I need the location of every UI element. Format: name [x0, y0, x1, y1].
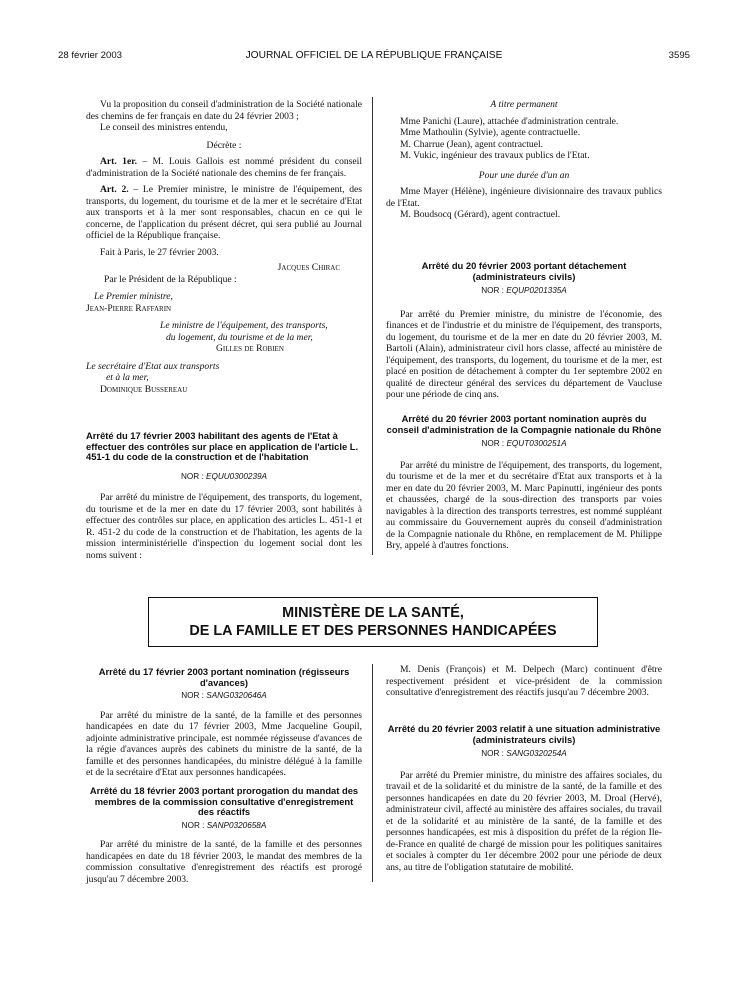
arrete-body: Par arrêté du Premier ministre, du ministre des affaires sociales, du travail et de la solidarité et du ministre de la santé, de la famille et des personnes handicapées en date du 20 février 2003, M. Droal (Hervé), administrateur civil, affecté au ministère des affaires sociales, du travail et de la solidarité et au ministère de la santé, de la famille et des personnes handicapées, est mis à disposition du préfet de la région Ile-de-France en qualité de chargé de mission pour les politiques sanitaires et sociales à compter du 1er décembre 2002 pour une période de deux ans, au titre de l'obligation statutaire de mobilité. [386, 769, 662, 873]
arrete-body: Par arrêté du Premier ministre, du ministre de l'économie, des finances et de l'industrie et du ministre de l'équipement, des transports, du logement, du tourisme et de la mer en date du 20 février 2003, M. Bartoli (Alain), administrateur civil hors classe, affecté au ministère de l'équipement, des transports, du logement, du tourisme et de la mer, est placé en position de détachement à compter du 1er septembre 2002 en qualité de directeur général des services du département de Vaucluse pour une période de cinq ans. [386, 308, 662, 401]
arrete-heading: Arrêté du 20 février 2003 portant nomination auprès du conseil d'administration de la Compagnie nationale du Rhône [386, 413, 662, 435]
decrete-label: Décrète : [206, 139, 242, 151]
arrete-body: Par arrêté du ministre de l'équipement, des transports, du logement, du tourisme et de la mer et du secrétaire d'Etat aux transports et à la mer en date du 20 février 2003, M. Marc Papinutti, ingénieur des ponts et chaussées, chargé de la sous-direction des transports par voies navigables à la direction des transports terrestres, est nommé suppléant au commissaire du Gouvernement auprès du conseil d'administration de la Compagnie nationale du Rhône, en remplacement de M. Philippe Bry, appelé à d'autres fonctions. [386, 459, 662, 552]
duree-un-an: Pour une durée d'un an [478, 169, 570, 181]
header-date: 28 février 2003 [58, 50, 122, 61]
continuation-paragraph [386, 664, 662, 699]
name-line: M. Vukic, ingénieur des travaux publics de l'Etat. [400, 150, 590, 161]
pm-name: Jean-Pierre Raffarin [86, 302, 172, 314]
arrete-prorogation [86, 786, 362, 885]
nor-reference [86, 820, 362, 832]
titre-permanent: A titre permanent [490, 99, 558, 110]
arrete-situation-administrative [386, 724, 662, 873]
paragraph-conseil: Le conseil des ministres entendu, [100, 122, 228, 133]
arrete-habilitation [86, 431, 362, 561]
secretary-title-2: et à la mer, [106, 372, 149, 383]
name-line: M. Boudsocq (Gérard), agent contractuel. [400, 209, 561, 220]
ministry-line-2: DE LA FAMILLE ET DES PERSONNES HANDICAPÉES [189, 623, 557, 639]
column-divider-bottom [372, 664, 373, 882]
nor-label: NOR : [481, 286, 507, 296]
nor-label: NOR : [481, 749, 507, 759]
arrete-regisseurs [86, 667, 362, 779]
name-line: M. Charrue (Jean), agent contractuel. [400, 138, 544, 150]
arrete-body: Par arrêté du ministre de la santé, de la famille et des personnes handicapées en date du 17 février 2003, Mme Jacqueline Goupil, adjointe administrative principale, est nommée régisseuse d'avances de la régie d'avances auprès des cabinets du ministre de la santé, de la famille et des personnes handicapées, du ministre délégué à la famille et de la secrétaire d'Etat aux personnes handicapées. [86, 709, 362, 779]
left-column-top [86, 99, 362, 395]
arrete-compagnie-rhone [386, 414, 662, 552]
paragraph-proposition: Vu la proposition du conseil d'administration de la Société nationale des chemins de fer français en date du 24 février 2003 ; [86, 99, 362, 122]
right-column-top [386, 99, 662, 221]
arrete-body: M. Denis (François) et M. Delpech (Marc) continuent d'être respectivement président et vice-président de la commission consultative d'enregistrement des réactifs jusqu'au 7 décembre 2003. [386, 664, 662, 698]
nor-reference [386, 438, 662, 450]
minister-title-1: Le ministre de l'équipement, des transports, [160, 320, 328, 331]
nor-label: NOR : [180, 471, 207, 481]
article-1-label: Art. 1er. [100, 156, 137, 167]
fait-a-paris: Fait à Paris, le 27 février 2003. [100, 246, 219, 258]
ministry-header-box [148, 597, 598, 647]
name-line: Mme Mayer (Hélène), ingénieure divisionnaire des travaux publics de l'Etat. [386, 186, 662, 209]
arrete-body: Par arrêté du ministre de la santé, de la famille et des personnes handicapées en date du 18 février 2003, le mandat des membres de la commission consultative d'enregistrement des réactifs est prorogé jusqu'au 7 décembre 2003. [86, 839, 362, 885]
arrete-heading: Arrêté du 17 février 2003 portant nomination (régisseurs d'avances) [98, 666, 350, 688]
article-1-text: – M. Louis Gallois est nommé président du conseil d'administration de la Société nationale des chemins de fer français. [86, 156, 362, 179]
name-line: Mme Panichi (Laure), attachée d'administration centrale. [400, 115, 619, 127]
arrete-heading: Arrêté du 18 février 2003 portant prorogation du mandat des membres de la commission consultative d'enregistrement des réactifs [89, 785, 359, 818]
nor-code: SANG0320646A [206, 691, 267, 701]
arrete-body: Par arrêté du ministre de l'équipement, des transports, du logement, du tourisme et de la mer en date du 17 février 2003, sont habilités à effectuer des contrôles sur place, en application des articles L. 451-1 et R. 451-2 du code de la construction et de l'habitation, les agents de la mission interministérielle d'inspection du logement social dont les noms suivent : [86, 492, 362, 561]
minister-name: Gilles de Robien [216, 343, 284, 354]
nor-reference [386, 748, 662, 760]
arrete-heading: Arrêté du 20 février 2003 relatif à une situation administrative (administrateurs civils) [387, 723, 661, 745]
signature-chirac: Jacques Chirac [277, 262, 340, 273]
arrete-detachement [386, 261, 662, 401]
nor-reference [86, 690, 362, 702]
nor-code: SANG0320254A [506, 749, 567, 759]
secretary-name: Dominique Bussereau [100, 383, 188, 395]
journal-title: JOURNAL OFFICIEL DE LA RÉPUBLIQUE FRANÇAISE [245, 50, 503, 61]
secretary-title-1: Le secrétaire d'Etat aux transports [86, 360, 220, 372]
nor-code: EQUT0300251A [506, 439, 567, 449]
nor-reference [386, 285, 662, 297]
nor-label: NOR : [181, 820, 207, 830]
name-line: Mme Mathoulin (Sylvie), agente contractuelle. [400, 127, 581, 138]
minister-title-2: du logement, du tourisme et de la mer, [166, 331, 313, 343]
nor-label: NOR : [481, 439, 507, 449]
page-number: 3595 [668, 50, 690, 61]
nor-label: NOR : [181, 691, 207, 701]
page-header [58, 50, 690, 64]
ministry-line-1: MINISTÈRE DE LA SANTÉ, [282, 605, 464, 621]
par-le-president: Par le Président de la République : [104, 273, 237, 285]
nor-code: SANP0320658A [206, 820, 267, 830]
article-1 [86, 156, 362, 179]
article-2-text: – Le Premier ministre, le ministre de l'équipement, des transports, du logement, du tourisme et de la mer et le secrétaire d'Etat aux transports et à la mer sont responsables, chacun en ce qui le concerne, de l'application du présent décret, qui sera publié au Journal officiel de la République française. [86, 184, 363, 241]
nor-reference [86, 471, 362, 483]
pm-title: Le Premier ministre, [94, 291, 173, 302]
arrete-heading: Arrêté du 17 février 2003 habilitant des agents de l'Etat à effectuer des contrôles sur place en application de l'article L. 451-1 du code de la construction et de l'habitation [86, 430, 359, 463]
nor-code: EQUU0300239A [206, 471, 268, 481]
article-2 [86, 184, 362, 242]
article-2-label: Art. 2. [100, 184, 129, 195]
nor-code: EQUP0201335A [506, 286, 567, 296]
column-divider-top [372, 97, 373, 555]
arrete-heading: Arrêté du 20 février 2003 portant détachement (administrateurs civils) [421, 260, 627, 282]
